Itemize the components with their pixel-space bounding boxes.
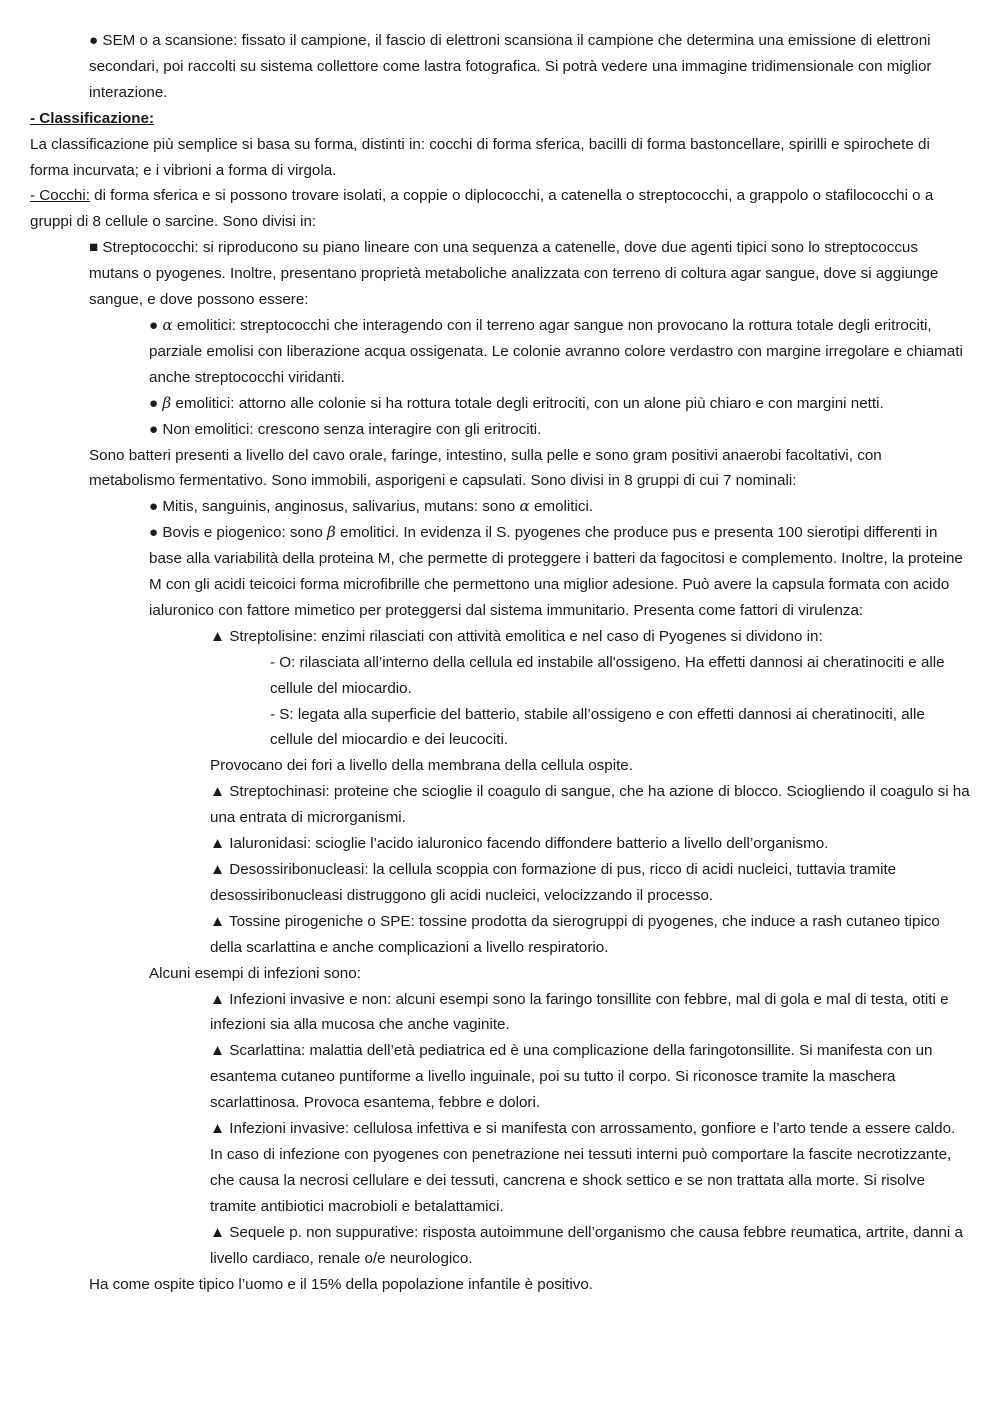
desossiribonucleasi-item: ▲ Desossiribonucleasi: la cellula scoppia con formazione di pus, ricco di acidi nucleici, tuttavia tramite desossiribonucleasi distruggono gli acidi nucleici, velocizzando il processo. xyxy=(210,861,897,904)
beta-hemolytic-bullet: ● β emolitici: attorno alle colonie si ha rottura totale degli eritrociti, con un alone più chiaro e con margini netti. xyxy=(149,393,884,412)
section-heading: - Classificazione: xyxy=(30,109,155,127)
streptochinasi-item: ▲ Streptochinasi: proteine che scioglie il coagulo di sangue, che ha azione di blocco. Sciogliendo il coagulo si ha una entrata di microrganismi. xyxy=(210,783,970,827)
sem-bullet: ● SEM o a scansione: fissato il campione, il fascio di elettroni scansiona il campione che determina una emissione di elettroni secondari, poi raccolti su sistema collettore come lastra fotografica. Si potrà vedere una immagine tridimensionale con miglior interazione. xyxy=(89,32,932,101)
fori-note: Provocano dei fori a livello della membrana della cellula ospite. xyxy=(210,757,633,775)
groups-alpha-bullet: ● Mitis, sanguinis, anginosus, salivarius, mutans: sono α emolitici. xyxy=(149,497,594,516)
classification-intro: La classificazione più semplice si basa su forma, distinti in: cocchi di forma sferica, bacilli di forma bastoncellare, spirilli e spirochete di forma incurvata; e i vibrioni a forma di virgola. xyxy=(30,135,930,179)
cocchi-paragraph: - Cocchi: di forma sferica e si possono trovare isolati, a coppie o diplococchi, a catenella o streptococchi, a grappolo o stafilococchi o a gruppi di 8 cellule o sarcine. Sono divisi in: xyxy=(30,187,934,231)
groups-beta-bullet: ● Bovis e piogenico: sono β emolitici. In evidenza il S. pyogenes che produce pus e presenta 100 sierotipi differenti in base alla variabilità della proteina M, che permette di proteggere i batteri da fagocitosi e complemento. Inoltre, la proteine M con gli acidi teicoici forma microfibrille che permettono una miglior adesione. Può avere la capsula formata con acido ialuronico con fattore mimetico per proteggersi dal sistema immunitario. Presenta come fattori di virulenza: xyxy=(149,523,963,619)
tossine-item: ▲ Tossine pirogeniche o SPE: tossine prodotta da sierogruppi di pyogenes, che induce a rash cutaneo tipico della scarlattina e anche complicazioni a livello respiratorio. xyxy=(210,912,940,956)
infezioni-invasive-e-non-item: ▲ Infezioni invasive e non: alcuni esempi sono la faringo tonsillite con febbre, mal di gola e mal di testa, otiti e infezioni sia alla mucosa che anche vaginite. xyxy=(210,990,949,1034)
habitat-paragraph: Sono batteri presenti a livello del cavo orale, faringe, intestino, sulla pelle e sono gram positivi anaerobi facoltativi, con metabolismo fermentativo. Sono immobili, asporigeni e capsulati. Sono divisi in 8 gruppi di cui 7 nominali: xyxy=(89,446,882,490)
streptolisina-s-item: - S: legata alla superficie del batterio, stabile all’ossigeno e con effetti dannosi ai cheratinociti, alle cellule del miocardio e dei leucociti. xyxy=(270,705,925,749)
alpha-hemolytic-bullet: ● α emolitici: streptococchi che interagendo con il terreno agar sangue non provocano la rottura totale degli eritrociti, parziale emolisi con liberazione acqua ossigenata. Le colonie avranno colore verdastro con margine irregolare e chiamati anche streptococchi viridanti. xyxy=(149,315,963,386)
ospite-paragraph: Ha come ospite tipico l’uomo e il 15% della popolazione infantile è positivo. xyxy=(89,1275,594,1293)
streptolisine-item: ▲ Streptolisine: enzimi rilasciati con attività emolitica e nel caso di Pyogenes si dividono in: xyxy=(210,627,823,645)
streptolisina-o-item: - O: rilasciata all’interno della cellula ed instabile all'ossigeno. Ha effetti dannosi ai cheratinociti e alle cellule del miocardio. xyxy=(270,653,945,697)
document-page xyxy=(0,28,1000,1297)
infezioni-invasive-item: ▲ Infezioni invasive: cellulosa infettiva e si manifesta con arrossamento, gonfiore e l’arto tende a essere caldo. In caso di infezione con pyogenes con penetrazione nei tessuti interni può comportare la fascite necrotizzante, che causa la necrosi cellulare e dei tessuti, cancrena e shock settico e se non trattata alla morte. Si risolve tramite antibiotici macrobioli e betalattamici. xyxy=(210,1120,956,1215)
streptococchi-bullet: ■ Streptococchi: si riproducono su piano lineare con una sequenza a catenelle, dove due agenti tipici sono lo streptococcus mutans o pyogenes. Inoltre, presentano proprietà metaboliche analizzata con terreno di coltura agar sangue, dove si aggiunge sangue, e dove possono essere: xyxy=(89,239,939,309)
sequele-item: ▲ Sequele p. non suppurative: risposta autoimmune dell’organismo che causa febbre reumatica, artrite, danni a livello cardiaco, renale o/e neurologico. xyxy=(210,1223,963,1267)
non-hemolytic-bullet: ● Non emolitici: crescono senza interagire con gli eritrociti. xyxy=(149,420,542,438)
ialuronidasi-item: ▲ Ialuronidasi: scioglie l’acido ialuronico facendo diffondere batterio a livello dell’organismo. xyxy=(210,835,829,853)
scarlattina-item: ▲ Scarlattina: malattia dell’età pediatrica ed è una complicazione della faringotonsillite. Si manifesta con un esantema cutaneo puntiforme a livello inguinale, poi su tutto il corpo. Si riconosce tramite la maschera scarlattinosa. Provoca esantema, febbre e dolori. xyxy=(210,1042,933,1112)
infezioni-intro: Alcuni esempi di infezioni sono: xyxy=(149,964,361,982)
